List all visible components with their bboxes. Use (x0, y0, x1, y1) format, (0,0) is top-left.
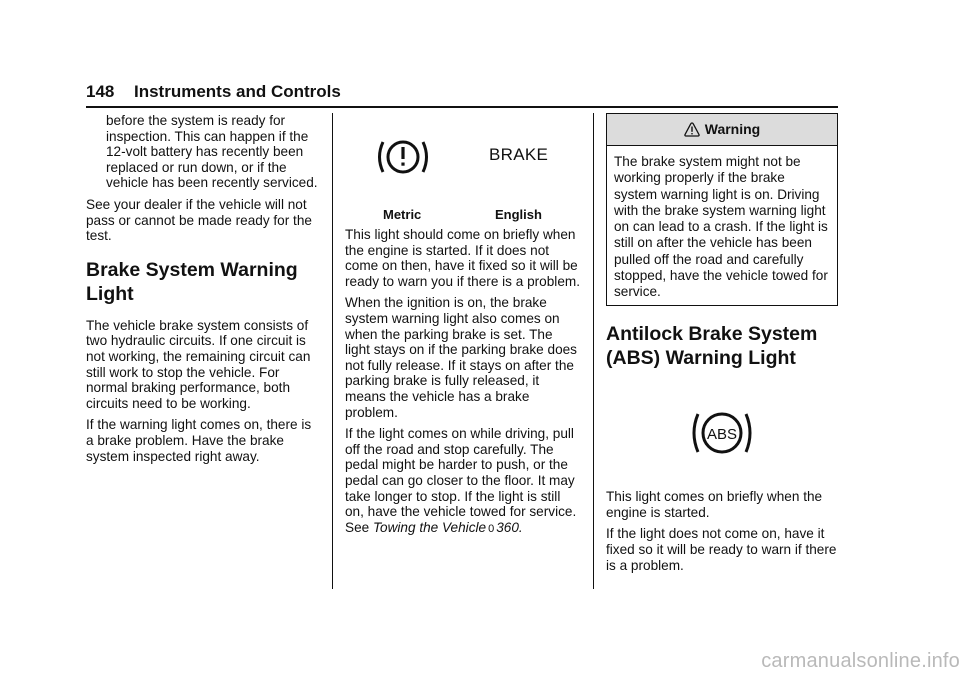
warning-box (606, 113, 838, 306)
brake-icons-figure (345, 115, 581, 227)
page-number: 148 (86, 82, 115, 101)
continuation-paragraph: before the system is ready for inspection. This can happen if the 12-volt battery has recently been replaced or run down, or if the vehicle has been recently serviced. (106, 113, 318, 191)
abs-not-on-paragraph: If the light does not come on, have it fixed so it will be ready to warn if there is a problem. (606, 526, 837, 573)
header-rule (86, 106, 838, 108)
brake-problem-paragraph: If the warning light comes on, there is a brake problem. Have the brake system inspected right away. (86, 417, 312, 464)
abs-icon-label: ABS (706, 425, 738, 443)
warning-triangle-icon (684, 122, 700, 137)
caption-english: English (495, 207, 542, 222)
brake-english-icon-text: BRAKE (489, 145, 549, 164)
abs-light-start-paragraph: This light comes on briefly when the engine is started. (606, 489, 823, 520)
page-header (86, 82, 341, 102)
towing-reference-page[interactable]: 360. (496, 519, 523, 535)
brake-warning-metric-icon (375, 137, 431, 177)
column-2 (345, 115, 581, 543)
abs-warning-heading: Antilock Brake System (ABS) Warning Light (606, 322, 818, 369)
column-divider-2 (593, 113, 594, 589)
abs-warning-icon (690, 410, 754, 456)
abs-icon-figure (606, 382, 838, 490)
towing-reference-link[interactable]: Towing the Vehicle (372, 519, 487, 535)
parking-brake-paragraph: When the ignition is on, the brake system warning light also comes on when the parking brake is set. The light stays on if the parking brake does not fully release. If it stays on after the parking brake is fully released, it means the vehicle has a brake problem. (345, 295, 577, 420)
warning-text: The brake system might not be working properly if the brake system warning light is on. Driving with the brake system warning light on can lead to a crash. If the light is still on after the vehicle has been pulled off the road and carefully stopped, have the vehicle towed for service. (614, 154, 828, 300)
column-divider-1 (332, 113, 333, 589)
caption-metric: Metric (383, 207, 422, 222)
brake-warning-heading: Brake System Warning Light (86, 258, 298, 305)
warning-box-header (607, 114, 837, 146)
light-on-start-paragraph: This light should come on briefly when the engine is started. If it does not come on then, have it fixed so it will be ready to warn you if there is a problem. (345, 227, 580, 289)
section-title: Instruments and Controls (134, 82, 341, 101)
page-reference-icon: 0 (488, 522, 495, 535)
while-driving-paragraph (345, 426, 581, 537)
column-1 (86, 113, 322, 470)
warning-title: Warning (704, 120, 761, 137)
watermark: carmanualsonline.info (761, 650, 960, 672)
column-3 (606, 113, 838, 579)
dealer-paragraph: See your dealer if the vehicle will not pass or cannot be made ready for the test. (86, 196, 312, 244)
while-driving-text: If the light comes on while driving, pull off the road and stop carefully. The pedal might be harder to push, or the pedal can go closer to the floor. It may take longer to stop. If the light is still on, have the vehicle towed for service. See (345, 426, 577, 535)
brake-circuits-paragraph: The vehicle brake system consists of two hydraulic circuits. If one circuit is not working, the remaining circuit can still work to stop the vehicle. For normal braking performance, both circuits need to be working. (86, 317, 311, 411)
